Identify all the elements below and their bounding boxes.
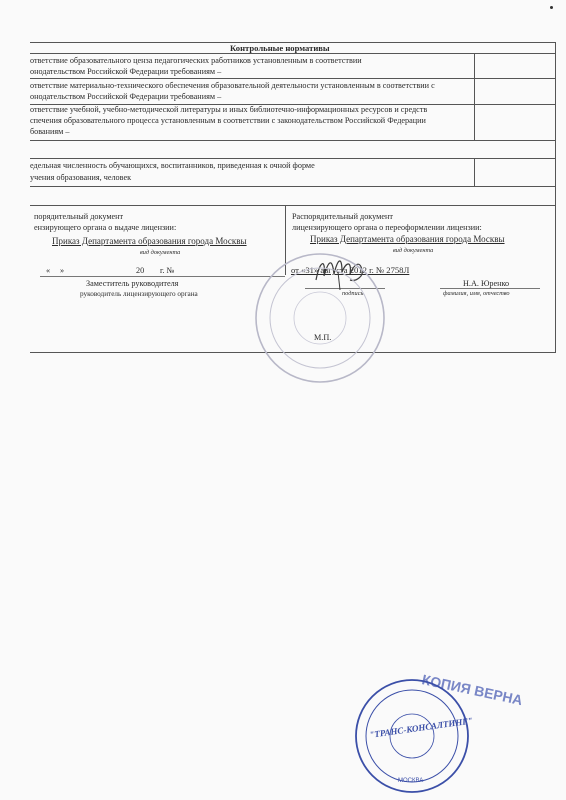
table-right-border (555, 42, 556, 352)
norm-row-2-line-1: ответствие материально-технического обеспечения образовательной деятельности установленным в соответствии с (30, 81, 435, 90)
row-divider (30, 140, 556, 141)
row-divider (30, 186, 556, 187)
stamp-city: МОСКВА (398, 778, 424, 784)
signatory-name: Н.А. Юренко (463, 279, 510, 288)
row-divider (30, 158, 556, 159)
left-number-label: г. № (160, 266, 175, 275)
left-heading-2: ензирующего органа о выдаче лицензии: (34, 223, 177, 232)
row-divider (30, 205, 556, 206)
value-column-divider (474, 53, 475, 140)
header-divider (30, 53, 556, 54)
left-official-title: Заместитель руководителя (86, 279, 179, 288)
left-year: 20 (136, 266, 145, 275)
company-stamp (340, 660, 540, 795)
contingent-line-1: едельная численность обучающихся, воспитанников, приведенная к очной форме (30, 161, 315, 170)
left-heading-1: порядительный документ (34, 212, 124, 221)
left-document-caption: вид документа (140, 249, 181, 256)
scan-speck (550, 6, 553, 9)
left-date-line (40, 276, 285, 277)
seal-placeholder-mp: М.П. (314, 333, 332, 342)
contingent-line-2: учения образования, человек (30, 173, 132, 182)
left-date-close: » (60, 266, 65, 275)
norm-row-1-line-1: ответствие образовательного ценза педагогических работников установленным в соответствии (30, 56, 362, 65)
row-divider (30, 78, 556, 79)
right-document-type: Приказ Департамента образования города Москвы (310, 234, 505, 244)
right-order-date: от «31» августа 2012 г. № 2758Л (291, 265, 410, 275)
left-document-type: Приказ Департамента образования города Москвы (52, 236, 247, 246)
faint-official-seal (250, 248, 390, 388)
section-title: Контрольные нормативы (230, 43, 330, 53)
norm-row-3-line-2: спечения образовательного процесса установленным в соответствии с законодательством Российской Федерации (30, 116, 426, 125)
name-caption: фамилия, имя, отчество (443, 290, 510, 297)
copy-certified-text: КОПИЯ ВЕРНА (420, 671, 525, 709)
norm-row-2-line-2: онодательством Российской Федерации требованиям – (30, 92, 222, 101)
signature-caption: подпись (342, 290, 364, 297)
right-document-caption: вид документа (393, 247, 434, 254)
norm-row-1-line-2: онодательством Российской Федерации требованиям – (30, 67, 222, 76)
value-column-divider (474, 158, 475, 186)
left-official-caption: руководитель лицензирующего органа (80, 290, 198, 298)
right-heading-1: Распорядительный документ (292, 212, 393, 221)
norm-row-3-line-1: ответствие учебной, учебно-методической литературы и иных библиотечно-информационных ресурсов и средств (30, 105, 428, 114)
stamp-company-name: "ТРАНС-КОНСАЛТИНГ" (368, 715, 474, 740)
norm-row-3-line-3: бованиям – (30, 127, 70, 136)
left-date-open: « (46, 266, 51, 275)
right-heading-2: лицензирующего органа о переоформлении лицензии: (292, 223, 482, 232)
